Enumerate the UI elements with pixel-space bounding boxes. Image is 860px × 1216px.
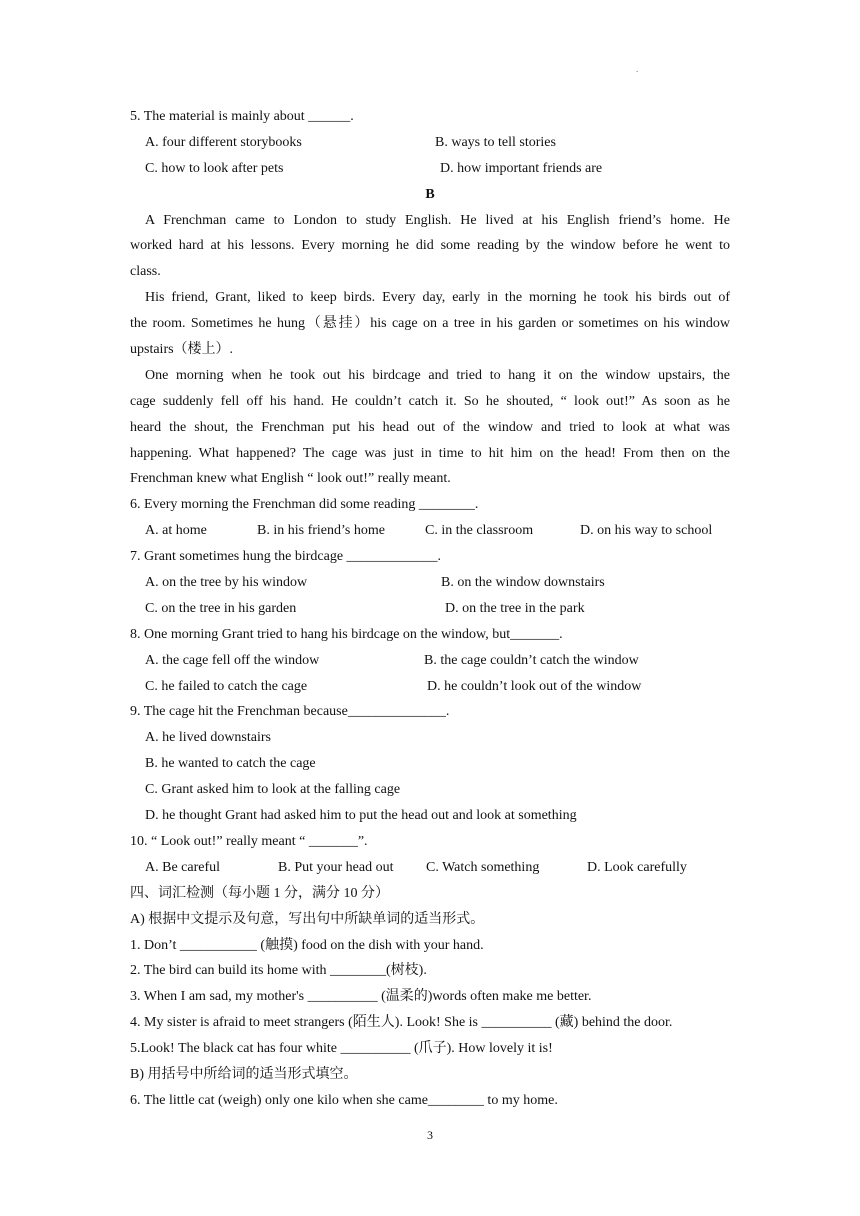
vocab-item: 6. The little cat (weigh) only one kilo when she came________ to my home. [130,1092,558,1108]
q9-option-a: A. he lived downstairs [145,730,271,746]
section4-part-b: B) 用括号中所给词的适当形式填空。 [130,1066,358,1082]
q6-option-a: A. at home [145,523,207,539]
q10-option-a: A. Be careful [145,859,221,875]
q5-option-a: A. four different storybooks [145,134,302,150]
q6-options [130,518,730,544]
passage-line: worked hard at his lessons. Every morning he did some reading by the window before he went to [130,238,730,254]
q7-options-row2 [130,596,730,622]
q9-option-c: C. Grant asked him to look at the falling cage [145,782,401,798]
vocab-item: 3. When I am sad, my mother's __________ (温柔的)words often make me better. [130,989,592,1005]
q5-options-row2 [130,156,730,182]
q5-options-row1 [130,130,730,156]
passage-line: upstairs（楼上）. [130,342,234,358]
q6-option-b: B. in his friend’s home [257,523,385,539]
q9-option-d: D. he thought Grant had asked him to put the head out and look at something [145,808,577,824]
q5-stem: 5. The material is mainly about ______. [130,109,354,124]
q7-stem: 7. Grant sometimes hung the birdcage _____________. [130,549,442,565]
vocab-item: 2. The bird can build its home with ________(树枝). [130,963,427,979]
q5-option-c: C. how to look after pets [145,160,284,176]
q8-options-row2 [130,674,730,700]
page-number: 3 [427,1128,433,1142]
q9-option-b: B. he wanted to catch the cage [145,756,316,772]
page-content [130,104,730,1114]
q7-option-b: B. on the window downstairs [441,575,605,591]
passage-line: class. [130,264,161,280]
q5-option-b: B. ways to tell stories [435,134,556,150]
passage-line: cage suddenly fell off his hand. He couldn’t catch it. So he shouted, “ look out!” As soon as he [130,393,730,409]
section-b-title: B [425,186,435,202]
vocab-item: 4. My sister is afraid to meet strangers (陌生人). Look! She is __________ (藏) behind the door. [130,1015,673,1031]
passage-line: heard the shout, the Frenchman put his head out of the window and tried to look at what was [130,419,730,435]
q6-stem: 6. Every morning the Frenchman did some reading ________. [130,497,479,513]
passage-line: happening. What happened? The cage was just in time to hit him on the head! From then on the [130,445,730,461]
q8-stem: 8. One morning Grant tried to hang his birdcage on the window, but_______. [130,626,563,642]
q8-option-c: C. he failed to catch the cage [145,678,308,694]
vocab-item: 1. Don’t ___________ (触摸) food on the dish with your hand. [130,937,484,953]
q6-option-c: C. in the classroom [425,523,534,539]
q8-option-b: B. the cage couldn’t catch the window [424,652,639,668]
q7-option-c: C. on the tree in his garden [145,600,297,616]
q7-option-d: D. on the tree in the park [445,600,585,616]
q6-option-d: D. on his way to school [580,523,713,539]
q7-option-a: A. on the tree by his window [145,575,308,591]
q10-option-d: D. Look carefully [587,859,687,875]
section4-part-a: A) 根据中文提示及句意，写出句中所缺单词的适当形式。 [130,911,485,927]
q8-option-d: D. he couldn’t look out of the window [427,678,642,694]
q9-stem: 9. The cage hit the Frenchman because______________. [130,704,450,720]
passage-line: the room. Sometimes he hung（悬挂）his cage on a tree in his garden or sometimes on his window [130,316,730,332]
section4-title: 四、词汇检测（每小题 1 分，满分 10 分） [130,885,389,901]
passage-line: Frenchman knew what English “ look out!” really meant. [130,471,451,487]
passage-line: One morning when he took out his birdcage and tried to hang it on the window upstairs, the [145,367,730,383]
q10-option-b: B. Put your head out [278,859,394,875]
q10-stem: 10. “ Look out!” really meant “ _______”. [130,833,368,849]
q8-option-a: A. the cage fell off the window [145,652,320,668]
q8-options-row1 [130,648,730,674]
vocab-item: 5.Look! The black cat has four white __________ (爪子). How lovely it is! [130,1041,553,1057]
passage-line: His friend, Grant, liked to keep birds. Every day, early in the morning he took his birds out of [145,290,730,306]
q5-option-d: D. how important friends are [440,160,603,176]
header-dot: . [636,64,639,74]
q7-options-row1 [130,570,730,596]
q10-options [130,855,730,881]
passage-line: A Frenchman came to London to study English. He lived at his English friend’s home. He [145,212,730,228]
q10-option-c: C. Watch something [426,859,540,875]
